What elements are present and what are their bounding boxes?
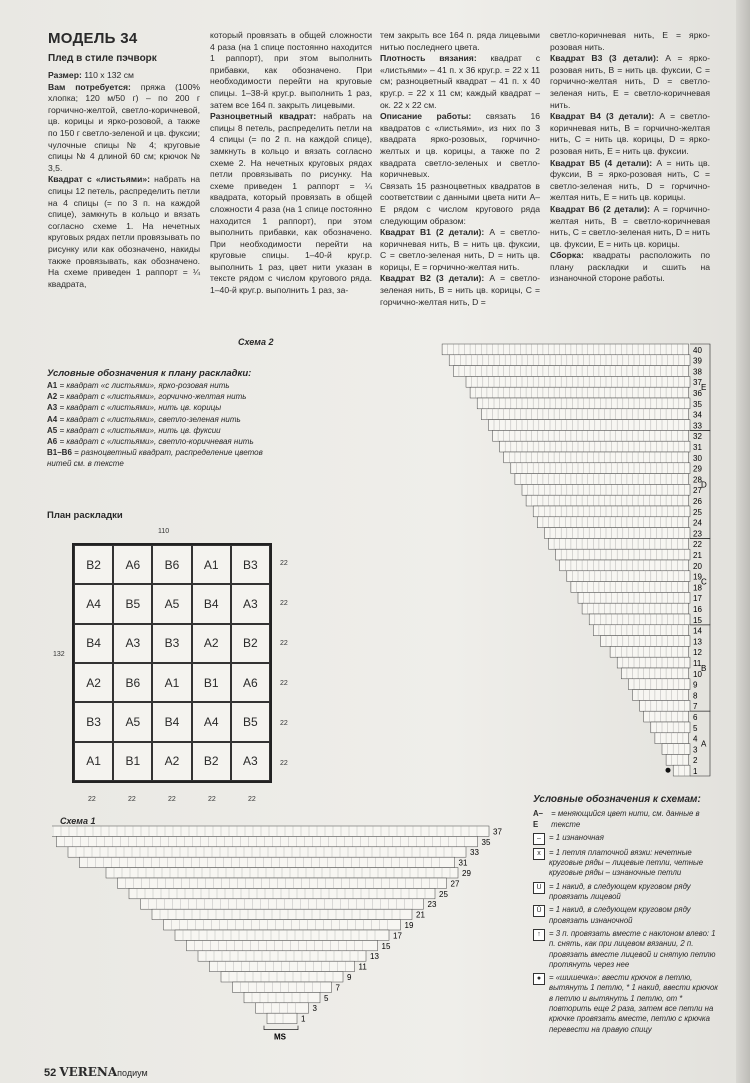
plan-cell: В3 bbox=[152, 624, 191, 663]
legend-code: В1–В6 bbox=[47, 448, 72, 458]
plan-cell: В2 bbox=[192, 742, 231, 781]
square-b1-text: А = светло-коричневая нить, В = нить цв. фуксии, С = светло-зеленая нить, D = нить цв. корицы, Е = горчично-желтая нить. bbox=[380, 227, 540, 272]
schema-2-row bbox=[651, 722, 690, 733]
plan-column-dimension: 22 bbox=[128, 796, 136, 803]
schema-1-row-number: 1 bbox=[301, 1014, 306, 1024]
schema-2-row-number: 15 bbox=[693, 615, 702, 625]
schema-1-row-number: 21 bbox=[416, 910, 425, 920]
gauge-text: квадрат с «листьями» – 41 п. х 36 круг.р. = 22 х 11 см; разноцветный квадрат – 41 п. х 40 круг.р. = 22 х 11 см; каждый квадрат – ок. 22 х 22 см. bbox=[380, 53, 540, 110]
assembly-text: квадраты расположить по плану раскладки и сшить на изнаночной стороне работы. bbox=[550, 250, 710, 284]
schema-1-row bbox=[57, 836, 478, 846]
plan-title: План раскладки bbox=[47, 510, 123, 521]
schema-2-row-number: 20 bbox=[693, 561, 702, 571]
symbol-legend-item bbox=[533, 833, 718, 845]
legend-code: А2 bbox=[47, 392, 58, 402]
plan-column-dimension: 22 bbox=[208, 796, 216, 803]
schema-2-row-number: 16 bbox=[693, 605, 702, 614]
symbol-description: = 1 накид, в следующем круговом ряду провязать лицевой bbox=[549, 881, 691, 902]
plan-row-dimension: 22 bbox=[280, 640, 288, 647]
square-b2-text: А = светло-зеленая нить, В = нить цв. корицы, С = горчично-желтая нить, D = bbox=[380, 273, 540, 307]
plan-cell: А1 bbox=[152, 663, 191, 702]
bobble-icon bbox=[666, 768, 671, 773]
schema-1-row bbox=[221, 972, 343, 982]
text-column-1 bbox=[48, 30, 200, 290]
schema-2-row-number: 31 bbox=[693, 443, 702, 452]
leaf-square-text: набрать на спицы 12 петель, распределить петли на 4 спицы (= по 3 п. на каждой спице), замкнуть в кольцо и вязать согласно схеме 1. На нечетных круговых рядах петли провязывать по рисунку или как обозначено, накиды также провязывать, как обозначено. На схеме приведен 1 раппорт = ¼ квадрата, bbox=[48, 174, 200, 289]
legend-code: А1 bbox=[47, 381, 58, 390]
brand-logo: VERENA bbox=[59, 1065, 118, 1079]
schema-1-row bbox=[68, 847, 466, 857]
schema-2-row bbox=[560, 560, 689, 571]
schema-1-row bbox=[118, 878, 447, 888]
schema-2-row-number: 40 bbox=[693, 345, 702, 355]
schema-1-row bbox=[187, 940, 378, 950]
text-column-3 bbox=[380, 30, 540, 308]
schema-2-row-number: 35 bbox=[693, 399, 702, 409]
schema-2-row-number: 13 bbox=[693, 637, 702, 647]
schema-1-row-number: 31 bbox=[458, 858, 468, 868]
schema-2-row-number: 27 bbox=[693, 486, 702, 496]
schema-1-row-number: 7 bbox=[335, 983, 340, 993]
plan-row-dimension: 22 bbox=[280, 760, 288, 767]
chart-symbol-icon: x bbox=[533, 848, 545, 860]
plan-cell: А1 bbox=[74, 742, 113, 781]
schema-2-row bbox=[549, 538, 689, 549]
legend-text: = квадрат с «листьями», светло-зеленая нить bbox=[57, 414, 241, 424]
size-label: Размер: bbox=[48, 70, 82, 80]
schema-1-row-number: 17 bbox=[393, 931, 402, 941]
schema-2-row-number: 23 bbox=[693, 529, 702, 539]
schema-2-row-number: 5 bbox=[693, 723, 698, 733]
schema-2-row-number: 8 bbox=[693, 691, 698, 701]
schema-2-row-number: 9 bbox=[693, 680, 698, 690]
square-b4-text: А = светло-коричневая нить, В = горчично-желтая нить, С = нить цв. корицы, D = ярко-розовая нить, Е = нить цв. фуксии. bbox=[550, 111, 710, 156]
schema-1-row bbox=[129, 888, 435, 898]
color-band-label: A bbox=[701, 739, 707, 749]
schema-2-row bbox=[493, 430, 689, 441]
plan-column-dimension: 22 bbox=[248, 796, 256, 803]
symbol-description: = меняющийся цвет нити, см. данные в тексте bbox=[551, 809, 700, 829]
symbol-legend-item bbox=[533, 929, 718, 970]
plan-row-dimension: 22 bbox=[280, 680, 288, 687]
schema-2-row-number: 26 bbox=[693, 497, 702, 506]
legend-code: А5 bbox=[47, 425, 58, 435]
plan-cell: А1 bbox=[192, 545, 231, 584]
chart-symbol-icon: ↑ bbox=[533, 929, 545, 941]
legend-code: А6 bbox=[47, 437, 58, 447]
plan-cell: А4 bbox=[74, 584, 113, 623]
schema-2-row-number: 38 bbox=[693, 367, 702, 377]
schema-1-row-number: 25 bbox=[439, 889, 448, 899]
schema-1-row-number: 37 bbox=[493, 827, 502, 837]
plan-cell: А3 bbox=[113, 624, 152, 663]
plan-width-label: 110 bbox=[158, 528, 170, 535]
schema-1-row-number: 19 bbox=[404, 921, 414, 930]
schema-2-row-number: 33 bbox=[693, 421, 702, 431]
plan-cell: В2 bbox=[74, 545, 113, 584]
plan-cell: А5 bbox=[152, 584, 191, 623]
schema-2-row bbox=[673, 765, 690, 776]
schema-1-row bbox=[164, 920, 401, 930]
schema-2-row-number: 7 bbox=[693, 702, 698, 712]
plan-cell: В6 bbox=[113, 663, 152, 702]
layout-legend-title: Условные обозначения к плану раскладки: bbox=[47, 368, 252, 379]
color-band-label: C bbox=[701, 577, 707, 587]
page-footer bbox=[44, 1065, 148, 1079]
plan-cell: В3 bbox=[74, 702, 113, 741]
schema-1-row bbox=[52, 826, 489, 836]
schema-2-row bbox=[504, 452, 689, 463]
schema-2-title: Схема 2 bbox=[238, 337, 274, 347]
plan-cell: А6 bbox=[113, 545, 152, 584]
schema-1-row bbox=[210, 961, 355, 971]
plan-cell: В1 bbox=[113, 742, 152, 781]
model-title: МОДЕЛЬ 34 bbox=[48, 30, 138, 47]
schema-1-row-number: 5 bbox=[324, 993, 329, 1003]
schema-1-row bbox=[198, 951, 366, 961]
legend-text: = квадрат «с листьями», ярко-розовая нить bbox=[57, 381, 230, 390]
legend-text: = квадрат с «листьями», нить цв. фуксии bbox=[57, 425, 221, 435]
symbol-description: = 1 накид, в следующем круговом ряду провязать изнаночной bbox=[549, 905, 691, 925]
symbol-description: = «шишечка»: ввести крючок в петлю, вытянуть 1 петлю, * 1 накид, ввести крючок в петлю и вытянуть 1 петлю, от * повторить еще 2 раза, затем все петли на крючке провязать вместе, петлю с крючка перевести на правую спицу bbox=[549, 973, 718, 1034]
bind-off-text: тем закрыть все 164 п. ряда лицевыми нитью последнего цвета. bbox=[380, 30, 540, 52]
schema-2-row-number: 34 bbox=[693, 410, 702, 420]
color-band-label: E bbox=[701, 383, 707, 393]
gauge-label: Плотность вязания: bbox=[380, 53, 477, 64]
square-b3-text: А = ярко-розовая нить, В = нить цв. фуксии, С = горчично-желтая нить, D = светло-зеленая нить, Е = светло-коричневая нить. bbox=[550, 53, 710, 110]
plan-height-label: 132 bbox=[53, 651, 65, 658]
schema-2-row-number: 12 bbox=[693, 648, 702, 658]
square-b2-continued: светло-коричневая нить, Е = ярко-розовая нить. bbox=[550, 30, 710, 52]
plan-cell: А3 bbox=[231, 742, 270, 781]
schema-2-row-number: 22 bbox=[693, 540, 702, 550]
square-b1-label: Квадрат В1 (2 детали): bbox=[380, 227, 485, 238]
schema-1-row bbox=[152, 909, 412, 919]
schema-1-row-number: 11 bbox=[358, 962, 367, 972]
schema-1-row bbox=[267, 1013, 297, 1023]
schema-2-row bbox=[582, 603, 688, 614]
legend-text: = разноцветный квадрат, распределение цветов нитей см. в тексте bbox=[47, 448, 263, 469]
schema-1-row-number: 33 bbox=[470, 848, 479, 858]
schema-2-row bbox=[537, 517, 688, 528]
schema-2-row-number: 6 bbox=[693, 713, 698, 722]
repeat-label: MS bbox=[274, 1032, 286, 1042]
schema-2-row-number: 24 bbox=[693, 518, 702, 528]
leaf-square-continued: который провязать в общей сложности 4 раза (на 1 спице постоянно находится 1 раппорт), при этом выполнить прибавки, как обозначено. При необходимости перейти на круговые спицы. 1–38-й круг.р. выполнить 1 раз, затем все 164 п. закрыть лицевыми. bbox=[210, 30, 372, 110]
page-number: 52 bbox=[44, 1067, 57, 1079]
plan-cell: В5 bbox=[231, 702, 270, 741]
legend-text: = квадрат с «листьями», нить цв. корицы bbox=[57, 403, 222, 413]
schema-2-row-number: 32 bbox=[693, 432, 702, 442]
schema-2-row-number: 4 bbox=[693, 734, 698, 744]
plan-cell: В5 bbox=[113, 584, 152, 623]
schema-2-row bbox=[515, 474, 689, 485]
schema-2-row-number: 3 bbox=[693, 745, 698, 755]
text-column-2 bbox=[210, 30, 372, 297]
schema-1-row bbox=[80, 857, 455, 867]
schema-1-row-number: 27 bbox=[450, 879, 460, 889]
plan-cell: В4 bbox=[74, 624, 113, 663]
brand-sub: подиум bbox=[117, 1068, 148, 1078]
schema-2-row-number: 19 bbox=[693, 572, 702, 582]
square-b2-label: Квадрат В2 (3 детали): bbox=[380, 273, 485, 284]
text-column-4 bbox=[550, 30, 710, 285]
schema-1-row-number: 29 bbox=[462, 869, 471, 878]
schema-2-row bbox=[617, 657, 690, 668]
symbol-description: = 3 п. провязать вместе с наклоном влево: 1 п. снять, как при лицевом вязании, 2 п. провязать вместе лицевой и снятую петлю протянуть через нее bbox=[549, 928, 716, 969]
instructions-text: связать 16 квадратов с «листьями», из них по 3 квадрата ярко-розовых, горчично-желтых и цв. корицы, а также по 2 квадрата светло-зеленых и светло-коричневых. bbox=[380, 111, 540, 180]
plan-row-dimension: 22 bbox=[280, 720, 288, 727]
assembly-label: Сборка: bbox=[550, 250, 584, 261]
instructions-label: Описание работы: bbox=[380, 111, 472, 122]
plan-cell: А4 bbox=[192, 702, 231, 741]
schema-2-row-number: 21 bbox=[693, 551, 702, 560]
color-band-label: D bbox=[701, 480, 707, 490]
square-b6-label: Квадрат В6 (2 детали): bbox=[550, 203, 650, 214]
chart-symbol-icon: ● bbox=[533, 973, 545, 985]
schema-1-title: Схема 1 bbox=[60, 816, 96, 826]
schema-1-row-number: 23 bbox=[427, 900, 437, 910]
plan-cell: А2 bbox=[74, 663, 113, 702]
schema-1-row bbox=[233, 982, 332, 992]
square-b6-text: А = горчично-желтая нить, В = светло-коричневая нить, С = светло-зеленая нить, D = нить цв. фуксии, Е = нить цв. корицы. bbox=[550, 203, 710, 249]
multicolor-square-text: набрать на спицы 8 петель, распределить петли на 4 спицы (= по 2 п. на каждой спице), замкнуть в кольцо и вязать согласно схеме 2. На нечетных круговых рядах петли провязывать по рисунку. На схеме приведен 1 раппорт = ¼ квадрата, который провязать в общей сложности 4 раза (на 1 спице постоянно находится 1 раппорт), при этом выполнить прибавки, как обозначено. При необходимости перейти на круговые спицы. 1–40-й круг.р. выполнить 1 раз, цвет нити указан в тексте рядом с числом кругового ряда. 1–40-й круг.р. выполнить 1 раз, за- bbox=[210, 111, 372, 296]
symbol-legend bbox=[533, 795, 718, 1038]
square-b4-label: Квадрат В4 (3 детали): bbox=[550, 111, 655, 122]
legend-code: А4 bbox=[47, 414, 58, 424]
plan-cell: В1 bbox=[192, 663, 231, 702]
schema-1-row-number: 35 bbox=[481, 837, 491, 847]
symbol-legend-item bbox=[533, 848, 718, 879]
plan-column-dimension: 22 bbox=[168, 796, 176, 803]
plan-cell: В4 bbox=[192, 584, 231, 623]
schema-2-row-number: 17 bbox=[693, 594, 702, 604]
symbol-legend-item bbox=[533, 809, 718, 830]
legend-text: = квадрат с «листьями», светло-коричневая нить bbox=[57, 437, 254, 447]
multicolor-square-label: Разноцветный квадрат: bbox=[210, 111, 317, 122]
leaf-square-label: Квадрат с «листьями»: bbox=[48, 174, 150, 185]
schema-2-row-number: 18 bbox=[693, 583, 702, 593]
schema-2-row bbox=[470, 387, 688, 398]
schema-1-row-number: 15 bbox=[381, 941, 391, 951]
plan-cell: А2 bbox=[192, 624, 231, 663]
plan-row-dimension: 22 bbox=[280, 600, 288, 607]
schema-2-row-number: 2 bbox=[693, 756, 698, 766]
symbol-legend-list bbox=[533, 809, 718, 1035]
instructions-text-2: Связать 15 разноцветных квадратов в соответствии с данными цвета нити А–Е рядом с числом кругового ряда следующим образом: bbox=[380, 180, 540, 226]
schema-2-chart bbox=[230, 340, 730, 800]
plan-cell: В2 bbox=[231, 624, 270, 663]
square-b3-label: Квадрат В3 (3 детали): bbox=[550, 53, 659, 64]
chart-symbol-icon: Ů bbox=[533, 905, 545, 917]
symbol-description: = 1 петля платочной вязки: нечетные круговые ряды – лицевые петли, четные круговые ряды – изнаночные петли bbox=[549, 847, 704, 878]
square-b5-text: А = нить цв. фуксии, В = ярко-розовая нить, С = светло-зеленая нить, D = горчично-желтая нить, Е = нить цв. корицы. bbox=[550, 157, 710, 203]
schema-2-row bbox=[640, 700, 690, 711]
plan-cell: А3 bbox=[231, 584, 270, 623]
schema-1-row-number: 13 bbox=[370, 952, 379, 962]
schema-2-row-number: 1 bbox=[693, 767, 698, 776]
symbol-legend-item bbox=[533, 882, 718, 903]
schema-2-row bbox=[481, 409, 688, 420]
chart-symbol-icon: U bbox=[533, 882, 545, 894]
schema-1-grid bbox=[52, 826, 489, 1024]
symbol-legend-item bbox=[533, 973, 718, 1035]
materials-label: Вам потребуется: bbox=[48, 81, 131, 92]
legend-text: = квадрат с «листьями», горчично-желтая нить bbox=[57, 392, 247, 402]
legend-code: А3 bbox=[47, 403, 58, 413]
symbol-legend-title: Условные обозначения к схемам: bbox=[533, 794, 701, 805]
page-spine bbox=[736, 0, 750, 1083]
repeat-bracket bbox=[264, 1026, 298, 1030]
symbol-description: = 1 изнаночная bbox=[549, 832, 604, 842]
plan-cell: А6 bbox=[231, 663, 270, 702]
schema-2-row-number: 11 bbox=[693, 659, 702, 668]
materials-text: пряжа (100% хлопка; 120 м/50 г) – по 200 г горчично-желтой, светло-коричневой, цв. корицы и ярко-розовой, а также по 150 г светло-зеленой и цв. фуксии; чулочные спицы № 4; круговые спицы № 4 длиной 60 см; крючок № 3,5. bbox=[48, 81, 200, 173]
schema-2-row bbox=[628, 679, 690, 690]
model-subtitle: Плед в стиле пэчворк bbox=[48, 53, 157, 64]
size-value: 110 х 132 см bbox=[84, 70, 134, 80]
schema-2-row bbox=[526, 495, 688, 506]
plan-cell: А2 bbox=[152, 742, 191, 781]
symbol-legend-item bbox=[533, 905, 718, 926]
color-band-label: B bbox=[701, 664, 707, 673]
schema-2-row-number: 37 bbox=[693, 378, 702, 388]
schema-2-row bbox=[571, 582, 689, 593]
plan-cell: А5 bbox=[113, 702, 152, 741]
plan-cell: В4 bbox=[152, 702, 191, 741]
schema-2-row bbox=[593, 625, 688, 636]
schema-1-row-number: 3 bbox=[312, 1004, 317, 1014]
symbol-code: А–Е bbox=[533, 809, 543, 829]
chart-symbol-icon: – bbox=[533, 833, 545, 845]
schema-1-row bbox=[244, 992, 320, 1002]
schema-2-row bbox=[449, 355, 690, 366]
schema-1-chart bbox=[52, 822, 522, 1060]
schema-2-row-number: 14 bbox=[693, 626, 702, 636]
plan-cell: В6 bbox=[152, 545, 191, 584]
schema-2-row-number: 10 bbox=[693, 669, 702, 679]
schema-1-row bbox=[141, 899, 424, 909]
schema-2-row-number: 25 bbox=[693, 507, 702, 517]
plan-column-dimension: 22 bbox=[88, 796, 96, 803]
schema-2-row-number: 29 bbox=[693, 464, 702, 474]
schema-2-row-number: 28 bbox=[693, 475, 702, 485]
schema-2-row-number: 39 bbox=[693, 356, 702, 366]
schema-1-row-number: 9 bbox=[347, 973, 352, 982]
schema-2-row-number: 36 bbox=[693, 389, 702, 398]
schema-2-row-number: 30 bbox=[693, 453, 702, 463]
schema-2-row bbox=[662, 744, 690, 755]
schema-2-grid bbox=[442, 344, 690, 776]
square-b5-label: Квадрат В5 (4 детали): bbox=[550, 157, 653, 168]
plan-cell: В3 bbox=[231, 545, 270, 584]
plan-row-dimension: 22 bbox=[280, 560, 288, 567]
